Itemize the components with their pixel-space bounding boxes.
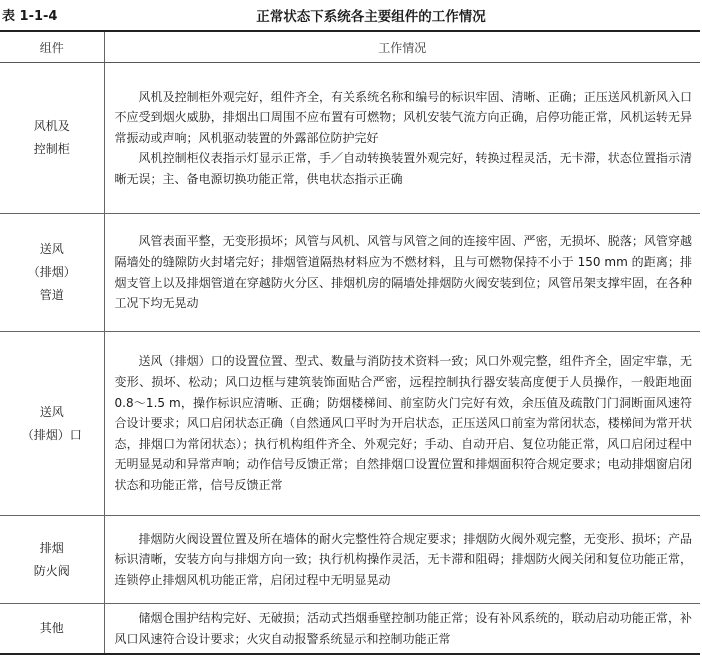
component-cell: 风机及 控制柜 — [0, 63, 104, 214]
component-cell: 其他 — [0, 604, 104, 655]
component-cell: 送风 （排烟） 管道 — [0, 214, 104, 332]
table-row — [0, 604, 700, 655]
table-header-row — [0, 31, 700, 63]
table-row — [0, 214, 700, 332]
status-paragraph: 风管表面平整，无变形损坏；风管与风机、风管与风管之间的连接牢固、严密，无损坏、脱落；风管穿越隔墙处的缝隙防火封堵完好；排烟管道隔热材料应为不燃材料，且与可燃物保持不小于 150 mm 的距离；排烟支管上以及排烟管道在穿越防火分区、排烟机房的隔墙处排烟防火阀安装到位；风管吊架支撑牢固，在各种工况下均无晃动 — [114, 234, 692, 311]
status-paragraph: 风机及控制柜外观完好，组件齐全，有关系统名称和编号的标识牢固、清晰、正确；正压送风机新风入口不应受到烟火威胁，排烟出口周围不应布置有可燃物；风机安装气流方向正确，启停功能正常，风机运转无异常振动或声响；风机驱动装置的外露部位防护完好 — [114, 89, 692, 145]
column-header-component: 组件 — [0, 31, 104, 63]
status-cell — [104, 604, 700, 655]
status-cell — [104, 332, 700, 516]
table-row — [0, 63, 700, 214]
status-paragraph: 排烟防火阀设置位置及所在墙体的耐火完整性符合规定要求；排烟防火阀外观完整，无变形、损坏；产品标识清晰，安装方向与排烟方向一致；执行机构操作灵活，无卡滞和阻碍；排烟防火阀关闭和复位功能正常，连锁停止排烟风机功能正常，启闭过程中无明显晃动 — [114, 531, 692, 587]
component-cell: 送风 （排烟）口 — [0, 332, 104, 516]
table-row — [0, 516, 700, 604]
table-title: 正常状态下系统各主要组件的工作情况 — [256, 9, 486, 25]
table-number: 表 1-1-4 — [2, 9, 58, 24]
status-cell — [104, 516, 700, 604]
status-paragraph: 储烟仓围护结构完好、无破损；活动式挡烟垂壁控制功能正常；设有补风系统的，联动启动功能正常，补风口风速符合设计要求；火灾自动报警系统显示和控制功能正常 — [114, 611, 692, 646]
status-cell — [104, 63, 700, 214]
status-paragraph: 风机控制柜仪表指示灯显示正常，手／自动转换装置外观完好，转换过程灵活，无卡滞，状态位置指示清晰无误；主、备电源切换功能正常，供电状态指示正确 — [114, 151, 692, 186]
status-paragraph: 送风（排烟）口的设置位置、型式、数量与消防技术资料一致；风口外观完整，组件齐全，固定牢靠，无变形、损坏、松动；风口边框与建筑装饰面贴合严密，远程控制执行器安装高度便于人员操作，一般距地面 0.8～1.5 m，操作标识应清晰、正确；防烟楼梯间、前室防火门完好有效，余压值及疏散门门洞断面风速符合设计要求；风口启闭状态正确（自然通风口平时为开启状态，正压送风口前室为常闭状态，楼梯间为常开状态，排烟口为常闭状态）；执行机构组件齐全、外观完好；手动、自动开启、复位功能正常，风口启闭过程中无明显晃动和异常声响；动作信号反馈正常；自然排烟口设置位置和排烟面积符合规定要求；电动排烟窗启闭状态和功能正常，信号反馈正常 — [114, 354, 692, 492]
component-status-table — [0, 30, 700, 655]
table-caption — [0, 2, 702, 28]
status-cell — [104, 214, 700, 332]
component-cell: 排烟 防火阀 — [0, 516, 104, 604]
table-row — [0, 332, 700, 516]
column-header-status: 工作情况 — [104, 31, 700, 63]
